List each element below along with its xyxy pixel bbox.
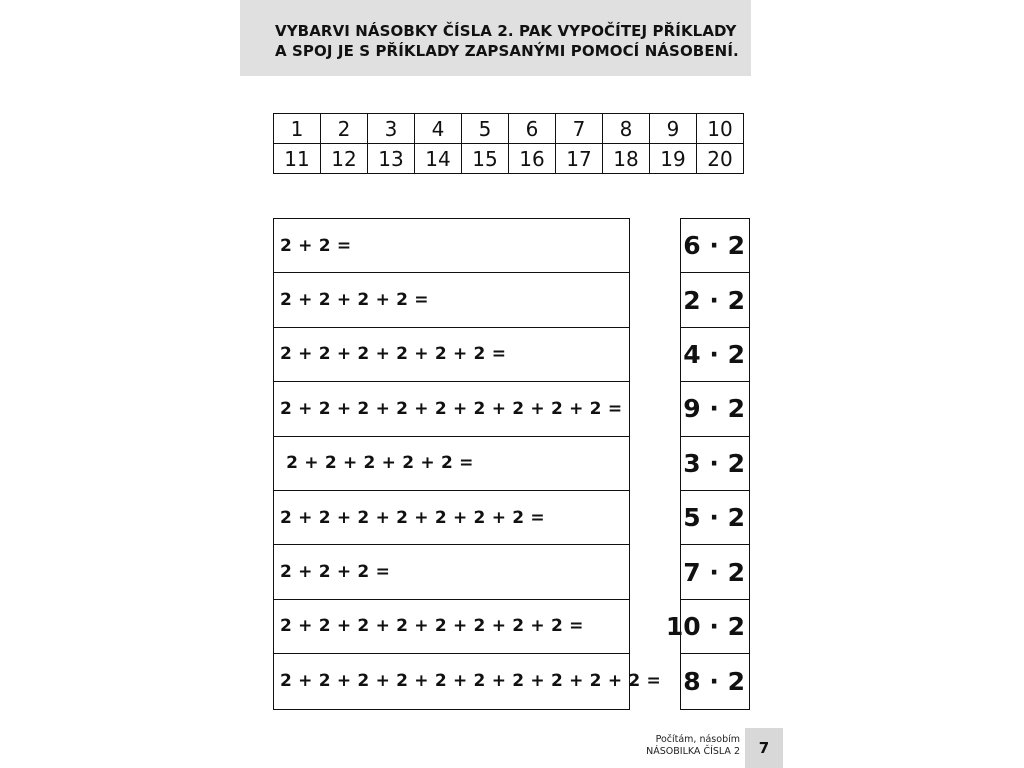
instruction-line-2: A SPOJ JE S PŘÍKLADY ZAPSANÝMI POMOCÍ NÁSOBENÍ. <box>275 42 739 60</box>
footer-caption <box>646 734 740 758</box>
addition-row[interactable]: 2 + 2 + 2 + 2 + 2 = <box>274 437 629 491</box>
addition-list <box>273 218 661 710</box>
number-cell[interactable]: 11 <box>274 144 321 174</box>
addition-row[interactable]: 2 + 2 + 2 + 2 + 2 + 2 + 2 = <box>274 491 629 545</box>
page-number: 7 <box>745 728 783 768</box>
number-grid-row-1 <box>274 114 744 144</box>
multiplication-row[interactable]: 2 · 2 <box>681 273 749 327</box>
number-cell[interactable]: 10 <box>697 114 744 144</box>
number-cell[interactable]: 14 <box>415 144 462 174</box>
multiplication-list <box>665 218 750 710</box>
number-cell[interactable]: 20 <box>697 144 744 174</box>
multiplication-row[interactable]: 3 · 2 <box>681 437 749 491</box>
multiplication-row[interactable]: 10 · 2 <box>681 600 749 654</box>
number-cell[interactable]: 12 <box>321 144 368 174</box>
number-cell[interactable]: 4 <box>415 114 462 144</box>
number-cell[interactable]: 17 <box>556 144 603 174</box>
addition-row[interactable]: 2 + 2 + 2 + 2 + 2 + 2 + 2 + 2 + 2 = <box>274 382 629 436</box>
addition-row[interactable]: 2 + 2 + 2 + 2 = <box>274 273 629 327</box>
multiplication-row[interactable]: 8 · 2 <box>683 666 745 696</box>
number-cell[interactable]: 9 <box>650 114 697 144</box>
number-cell[interactable]: 2 <box>321 114 368 144</box>
number-cell[interactable]: 13 <box>368 144 415 174</box>
addition-row[interactable]: 2 + 2 = <box>274 219 629 273</box>
addition-row[interactable]: 2 + 2 + 2 = <box>274 545 629 599</box>
number-cell[interactable]: 5 <box>462 114 509 144</box>
number-cell[interactable]: 16 <box>509 144 556 174</box>
number-grid <box>273 113 744 174</box>
instruction-banner <box>240 0 751 76</box>
multiplication-row[interactable]: 4 · 2 <box>681 328 749 382</box>
addition-row[interactable]: 2 + 2 + 2 + 2 + 2 + 2 = <box>274 328 629 382</box>
footer-line-2: NÁSOBILKA ČÍSLA 2 <box>646 746 740 757</box>
addition-row[interactable]: 2 + 2 + 2 + 2 + 2 + 2 + 2 + 2 = <box>274 600 629 654</box>
number-cell[interactable]: 15 <box>462 144 509 174</box>
number-cell[interactable]: 7 <box>556 114 603 144</box>
addition-row[interactable]: 2 + 2 + 2 + 2 + 2 + 2 + 2 + 2 + 2 + 2 = <box>280 671 661 692</box>
multiplication-row[interactable]: 5 · 2 <box>681 491 749 545</box>
multiplication-row[interactable]: 9 · 2 <box>681 382 749 436</box>
instruction-line-1: VYBARVI NÁSOBKY ČÍSLA 2. PAK VYPOČÍTEJ PŘÍKLADY <box>275 22 737 40</box>
number-cell[interactable]: 8 <box>603 114 650 144</box>
number-cell[interactable]: 19 <box>650 144 697 174</box>
multiplication-row[interactable]: 7 · 2 <box>681 545 749 599</box>
multiplication-row[interactable]: 6 · 2 <box>681 219 749 273</box>
footer-line-1: Počítám, násobím <box>655 734 740 745</box>
number-grid-row-2 <box>274 144 744 174</box>
number-cell[interactable]: 1 <box>274 114 321 144</box>
number-cell[interactable]: 6 <box>509 114 556 144</box>
number-cell[interactable]: 3 <box>368 114 415 144</box>
number-cell[interactable]: 18 <box>603 144 650 174</box>
